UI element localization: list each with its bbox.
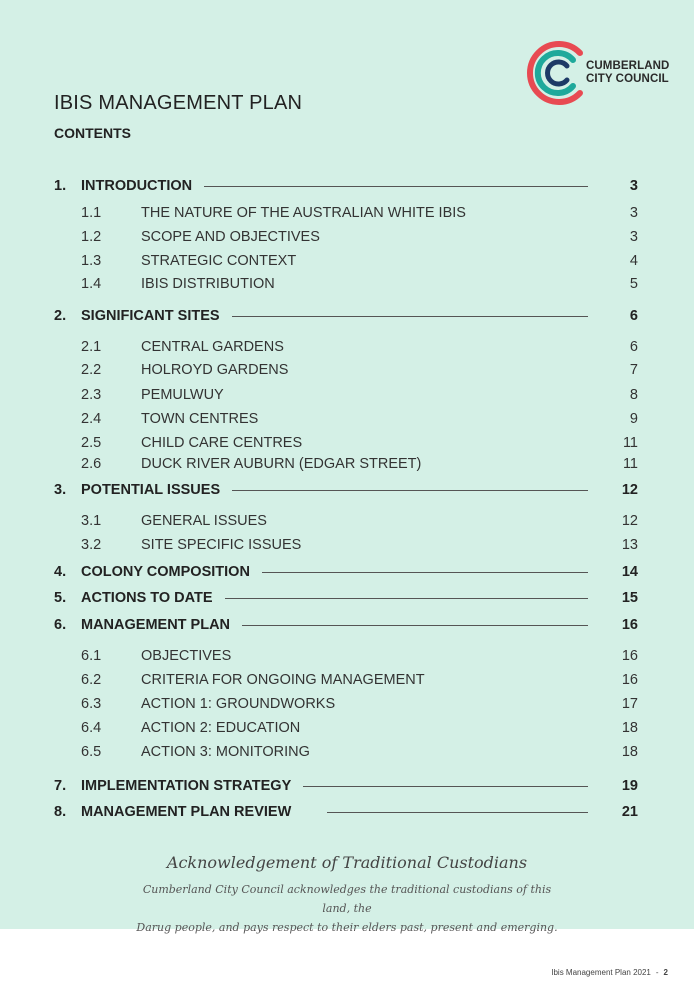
toc-page: 12 [621,513,638,529]
toc-item-3-2[interactable] [54,535,638,555]
toc-number: 6.4 [81,720,102,736]
toc-number: 3.1 [81,513,102,529]
toc-leader-rule [303,786,588,787]
toc-section-8[interactable] [54,802,638,822]
toc-section-5[interactable] [54,588,638,608]
logo-c-mark-icon [526,40,592,106]
toc-item-1-1[interactable] [54,203,638,223]
toc-title: SITE SPECIFIC ISSUES [141,537,302,553]
toc-item-6-3[interactable] [54,694,638,714]
footer-page-number: 2 [663,968,668,977]
toc-item-2-1[interactable] [54,337,638,357]
toc-item-6-2[interactable] [54,670,638,690]
page-footer [551,968,668,977]
toc-number: 3.2 [81,537,102,553]
toc-title: ACTIONS TO DATE [81,590,213,606]
toc-page: 3 [629,205,638,221]
toc-page: 18 [621,720,638,736]
toc-page: 9 [629,411,638,427]
toc-number: 2.3 [81,387,102,403]
toc-page: 16 [621,617,638,633]
toc-item-2-5[interactable] [54,433,638,453]
toc-number: 1. [54,178,67,194]
toc-number: 6. [54,617,67,633]
footer-separator: - [655,968,659,977]
toc-title: ACTION 1: GROUNDWORKS [141,696,336,712]
toc-page: 3 [629,229,638,245]
toc-title: CRITERIA FOR ONGOING MANAGEMENT [141,672,425,688]
toc-title: OBJECTIVES [141,648,232,664]
toc-leader-rule [232,316,588,317]
toc-item-6-5[interactable] [54,742,638,762]
toc-page: 11 [622,456,638,472]
toc-item-6-4[interactable] [54,718,638,738]
toc-number: 1.2 [81,229,102,245]
toc-page: 16 [621,648,638,664]
footer-doc-name: Ibis Management Plan 2021 [551,968,651,977]
acknowledgement-text [130,880,564,937]
toc-item-2-4[interactable] [54,409,638,429]
toc-title: PEMULWUY [141,387,224,403]
toc-title: CENTRAL GARDENS [141,339,284,355]
acknowledgement-title: Acknowledgement of Traditional Custodians [166,853,528,872]
toc-section-1[interactable] [54,176,638,196]
toc-leader-rule [204,186,588,187]
toc-item-1-4[interactable] [54,274,638,294]
logo-wordmark [586,60,669,86]
toc-section-7[interactable] [54,776,638,796]
toc-title: MANAGEMENT PLAN [81,617,231,633]
toc-item-6-1[interactable] [54,646,638,666]
toc-title: COLONY COMPOSITION [81,564,250,580]
toc-leader-rule [232,490,588,491]
toc-page: 6 [629,339,638,355]
toc-page: 3 [629,178,638,194]
toc-page: 17 [621,696,638,712]
toc-page: 7 [629,362,638,378]
toc-page: 16 [621,672,638,688]
toc-leader-rule [225,598,588,599]
toc-page: 4 [629,253,638,269]
toc-leader-rule [262,572,588,573]
toc-number: 6.2 [81,672,102,688]
toc-number: 5. [54,590,67,606]
toc-page: 19 [621,778,638,794]
toc-title: SIGNIFICANT SITES [81,308,220,324]
toc-title: ACTION 2: EDUCATION [141,720,301,736]
toc-title: TOWN CENTRES [141,411,259,427]
toc-number: 2.6 [81,456,102,472]
toc-title: INTRODUCTION [81,178,193,194]
document-title: IBIS MANAGEMENT PLAN [54,92,303,114]
toc-page: 5 [629,276,638,292]
toc-page: 6 [629,308,638,324]
toc-page: 21 [621,804,638,820]
toc-page: 12 [621,482,638,498]
toc-number: 2. [54,308,67,324]
toc-page: 15 [621,590,638,606]
toc-number: 2.1 [81,339,102,355]
toc-item-1-2[interactable] [54,227,638,247]
toc-title: GENERAL ISSUES [141,513,267,529]
council-logo [526,40,676,106]
toc-section-6[interactable] [54,615,638,635]
toc-title: STRATEGIC CONTEXT [141,253,297,269]
toc-number: 3. [54,482,67,498]
toc-section-4[interactable] [54,562,638,582]
toc-leader-rule [327,812,588,813]
acknowledgement-line-1: Cumberland City Council acknowledges the traditional custodians of this land, the [142,883,552,915]
toc-title: MANAGEMENT PLAN REVIEW [81,804,292,820]
toc-page: 13 [621,537,638,553]
toc-item-3-1[interactable] [54,511,638,531]
toc-title: HOLROYD GARDENS [141,362,289,378]
toc-title: THE NATURE OF THE AUSTRALIAN WHITE IBIS [141,205,466,221]
toc-title: POTENTIAL ISSUES [81,482,221,498]
toc-section-3[interactable] [54,480,638,500]
toc-title: IBIS DISTRIBUTION [141,276,275,292]
toc-item-2-3[interactable] [54,385,638,405]
toc-page: 8 [629,387,638,403]
toc-title: ACTION 3: MONITORING [141,744,310,760]
toc-number: 1.1 [81,205,102,221]
logo-line-2: CITY COUNCIL [586,73,669,85]
logo-line-1: CUMBERLAND [586,60,670,72]
toc-number: 2.2 [81,362,102,378]
toc-number: 6.3 [81,696,102,712]
toc-title: DUCK RIVER AUBURN (EDGAR STREET) [141,456,422,472]
toc-leader-rule [242,625,588,626]
toc-item-2-2[interactable] [54,360,638,380]
toc-number: 6.5 [81,744,102,760]
toc-page: 11 [622,435,638,451]
toc-number: 8. [54,804,67,820]
toc-number: 7. [54,778,67,794]
toc-number: 4. [54,564,67,580]
toc-number: 1.3 [81,253,102,269]
toc-number: 6.1 [81,648,102,664]
toc-number: 2.4 [81,411,102,427]
toc-section-2[interactable] [54,306,638,326]
acknowledgement-line-2: Darug people, and pays respect to their elders past, present and emerging. [136,921,558,934]
toc-title: IMPLEMENTATION STRATEGY [81,778,292,794]
toc-page: 18 [621,744,638,760]
toc-item-1-3[interactable] [54,251,638,271]
toc-item-2-6[interactable] [54,454,638,474]
toc-number: 2.5 [81,435,102,451]
contents-heading: CONTENTS [54,125,131,141]
toc-title: CHILD CARE CENTRES [141,435,303,451]
toc-number: 1.4 [81,276,102,292]
toc-page: 14 [621,564,638,580]
toc-title: SCOPE AND OBJECTIVES [141,229,320,245]
